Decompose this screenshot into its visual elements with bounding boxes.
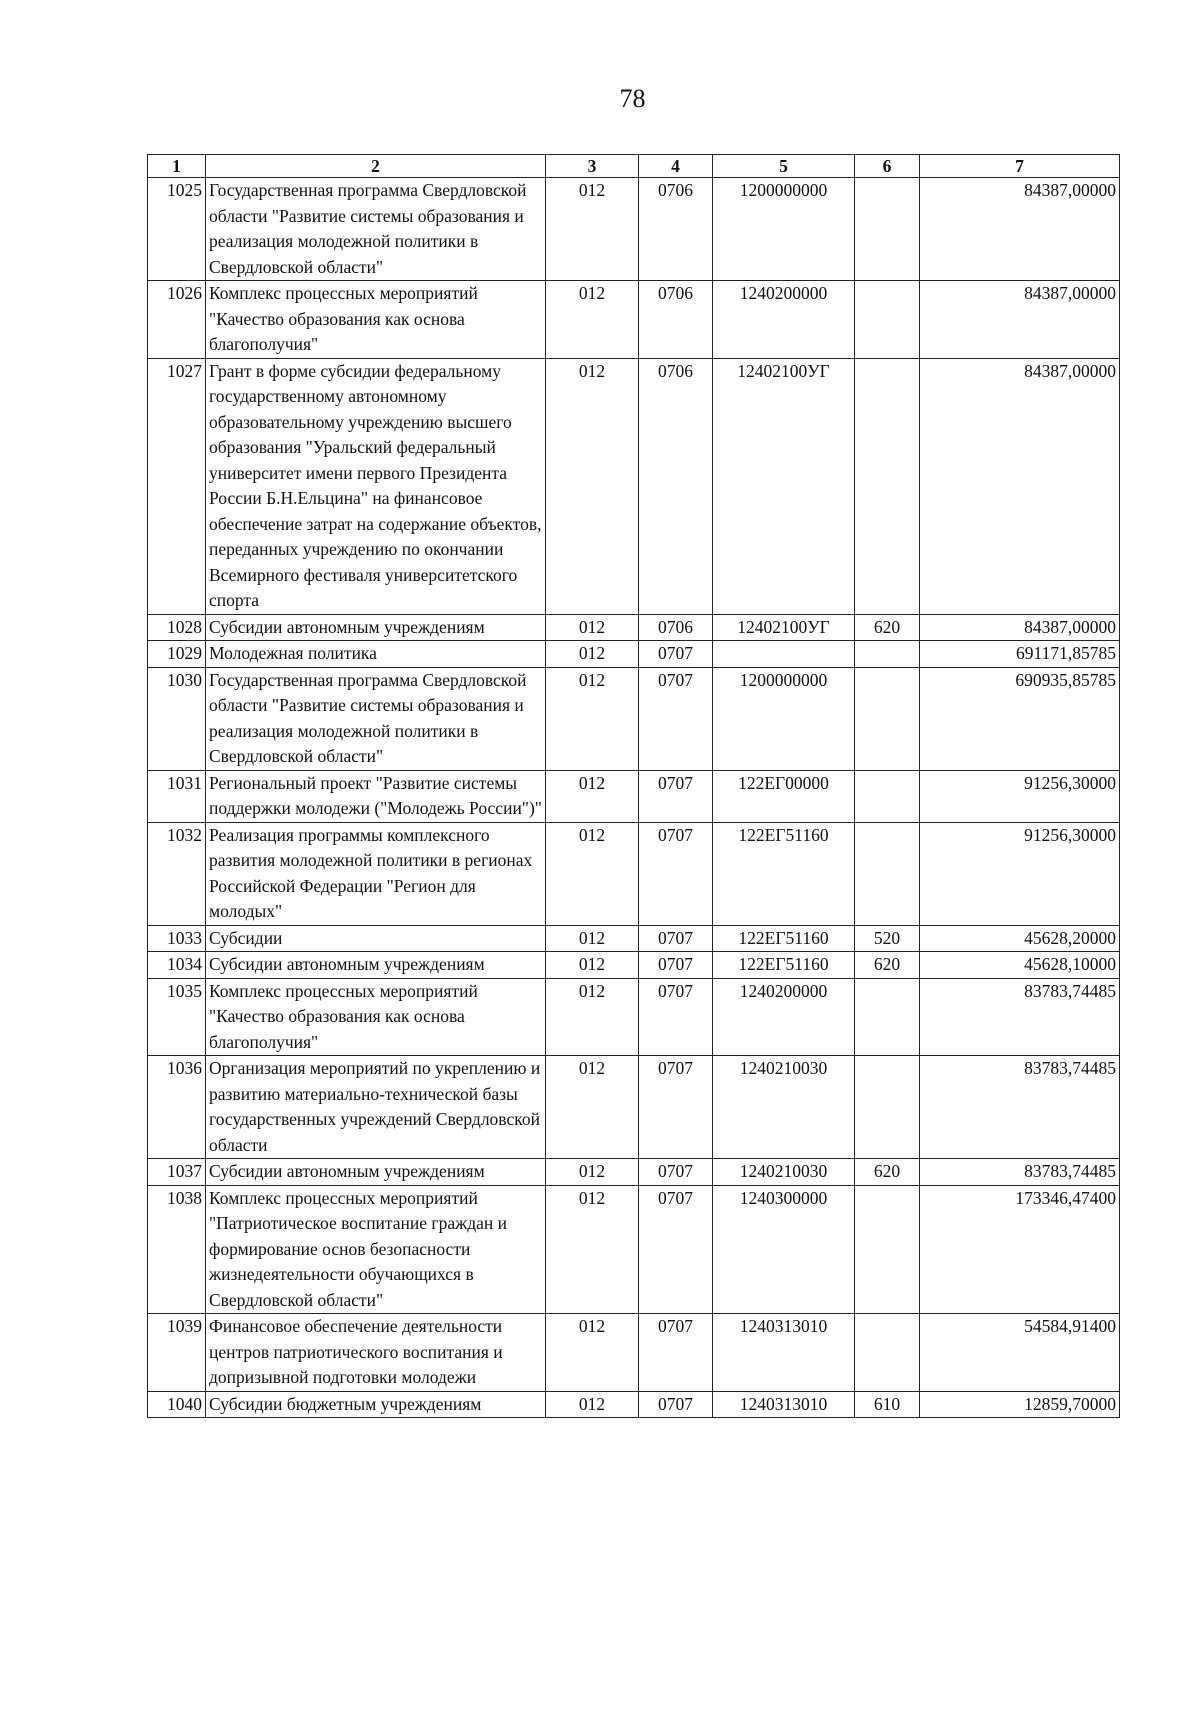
row-target-code: 122ЕГ51160 — [713, 952, 855, 979]
row-ministry-code: 012 — [546, 822, 639, 925]
row-amount: 84387,00000 — [920, 614, 1120, 641]
row-name: Государственная программа Свердловской области "Развитие системы образования и реализация молодежной политики в Свердловской области" — [206, 667, 546, 770]
row-target-code: 1240300000 — [713, 1185, 855, 1314]
row-expense-type: 620 — [855, 614, 920, 641]
table-row — [148, 770, 1120, 822]
row-amount: 84387,00000 — [920, 281, 1120, 359]
table-row — [148, 667, 1120, 770]
row-number: 1040 — [148, 1391, 206, 1418]
row-section-code: 0706 — [639, 358, 713, 614]
row-ministry-code: 012 — [546, 1391, 639, 1418]
row-ministry-code: 012 — [546, 952, 639, 979]
row-number: 1037 — [148, 1159, 206, 1186]
table-row — [148, 1391, 1120, 1418]
row-number: 1036 — [148, 1056, 206, 1159]
row-number: 1030 — [148, 667, 206, 770]
row-section-code: 0707 — [639, 1056, 713, 1159]
row-expense-type: 610 — [855, 1391, 920, 1418]
row-name: Субсидии автономным учреждениям — [206, 952, 546, 979]
table-row — [148, 358, 1120, 614]
row-expense-type — [855, 1185, 920, 1314]
row-target-code: 12402100УГ — [713, 358, 855, 614]
row-name: Государственная программа Свердловской области "Развитие системы образования и реализация молодежной политики в Свердловской области" — [206, 178, 546, 281]
row-number: 1038 — [148, 1185, 206, 1314]
row-expense-type — [855, 822, 920, 925]
row-ministry-code: 012 — [546, 358, 639, 614]
column-header: 2 — [206, 155, 546, 178]
row-expense-type: 620 — [855, 952, 920, 979]
row-ministry-code: 012 — [546, 281, 639, 359]
row-section-code: 0707 — [639, 925, 713, 952]
row-number: 1039 — [148, 1314, 206, 1392]
row-number: 1026 — [148, 281, 206, 359]
row-number: 1025 — [148, 178, 206, 281]
row-name: Организация мероприятий по укреплению и развитию материально-технической базы государственных учреждений Свердловской области — [206, 1056, 546, 1159]
row-target-code: 1240210030 — [713, 1056, 855, 1159]
row-number: 1033 — [148, 925, 206, 952]
table-row — [148, 978, 1120, 1056]
column-header: 5 — [713, 155, 855, 178]
row-expense-type — [855, 178, 920, 281]
row-amount: 84387,00000 — [920, 178, 1120, 281]
row-section-code: 0707 — [639, 641, 713, 668]
row-target-code: 1240313010 — [713, 1391, 855, 1418]
table-row — [148, 925, 1120, 952]
row-ministry-code: 012 — [546, 667, 639, 770]
row-amount: 83783,74485 — [920, 1159, 1120, 1186]
row-name: Комплекс процессных мероприятий "Качество образования как основа благополучия" — [206, 978, 546, 1056]
column-header: 7 — [920, 155, 1120, 178]
page-number: 78 — [619, 84, 646, 113]
row-ministry-code: 012 — [546, 925, 639, 952]
column-header: 3 — [546, 155, 639, 178]
row-expense-type: 620 — [855, 1159, 920, 1186]
row-target-code: 1240313010 — [713, 1314, 855, 1392]
row-amount: 45628,20000 — [920, 925, 1120, 952]
row-amount: 83783,74485 — [920, 1056, 1120, 1159]
row-ministry-code: 012 — [546, 1056, 639, 1159]
row-amount: 45628,10000 — [920, 952, 1120, 979]
table-row — [148, 281, 1120, 359]
row-expense-type — [855, 1056, 920, 1159]
row-ministry-code: 012 — [546, 770, 639, 822]
row-amount: 690935,85785 — [920, 667, 1120, 770]
table-row — [148, 1185, 1120, 1314]
row-expense-type — [855, 770, 920, 822]
row-expense-type — [855, 281, 920, 359]
row-ministry-code: 012 — [546, 1314, 639, 1392]
row-amount: 91256,30000 — [920, 822, 1120, 925]
row-target-code: 122ЕГ51160 — [713, 822, 855, 925]
row-ministry-code: 012 — [546, 978, 639, 1056]
row-name: Субсидии — [206, 925, 546, 952]
row-name: Реализация программы комплексного развития молодежной политики в регионах Российской Федерации "Регион для молодых" — [206, 822, 546, 925]
row-number: 1034 — [148, 952, 206, 979]
row-expense-type — [855, 1314, 920, 1392]
row-section-code: 0707 — [639, 1159, 713, 1186]
column-header: 1 — [148, 155, 206, 178]
row-ministry-code: 012 — [546, 641, 639, 668]
row-section-code: 0707 — [639, 822, 713, 925]
row-amount: 84387,00000 — [920, 358, 1120, 614]
row-target-code: 122ЕГ00000 — [713, 770, 855, 822]
row-name: Молодежная политика — [206, 641, 546, 668]
row-amount: 173346,47400 — [920, 1185, 1120, 1314]
row-number: 1031 — [148, 770, 206, 822]
row-number: 1032 — [148, 822, 206, 925]
row-section-code: 0707 — [639, 978, 713, 1056]
row-section-code: 0706 — [639, 281, 713, 359]
row-target-code: 1200000000 — [713, 667, 855, 770]
row-name: Комплекс процессных мероприятий "Патриотическое воспитание граждан и формирование основ безопасности жизнедеятельности обучающихся в Свердловской области" — [206, 1185, 546, 1314]
row-section-code: 0707 — [639, 1314, 713, 1392]
row-name: Региональный проект "Развитие системы поддержки молодежи ("Молодежь России")" — [206, 770, 546, 822]
row-ministry-code: 012 — [546, 178, 639, 281]
table-row — [148, 614, 1120, 641]
row-section-code: 0706 — [639, 178, 713, 281]
row-amount: 12859,70000 — [920, 1391, 1120, 1418]
table-row — [148, 822, 1120, 925]
row-amount: 54584,91400 — [920, 1314, 1120, 1392]
row-section-code: 0707 — [639, 952, 713, 979]
column-header: 6 — [855, 155, 920, 178]
budget-table — [147, 154, 1120, 1418]
row-expense-type — [855, 358, 920, 614]
row-name: Грант в форме субсидии федеральному государственному автономному образовательному учреждению высшего образования "Уральский федеральный университет имени первого Президента России Б.Н.Ельцина" на финансовое обеспечение затрат на содержание объектов, переданных учреждению по окончании Всемирного фестиваля университетского спорта — [206, 358, 546, 614]
table-row — [148, 1314, 1120, 1392]
row-target-code: 1240200000 — [713, 281, 855, 359]
table-row — [148, 641, 1120, 668]
table-row — [148, 952, 1120, 979]
table-row — [148, 178, 1120, 281]
row-amount: 691171,85785 — [920, 641, 1120, 668]
row-target-code — [713, 641, 855, 668]
table-row — [148, 1056, 1120, 1159]
column-header: 4 — [639, 155, 713, 178]
row-target-code: 12402100УГ — [713, 614, 855, 641]
row-ministry-code: 012 — [546, 1185, 639, 1314]
row-name: Субсидии автономным учреждениям — [206, 1159, 546, 1186]
row-expense-type — [855, 667, 920, 770]
table-row — [148, 1159, 1120, 1186]
row-ministry-code: 012 — [546, 614, 639, 641]
row-number: 1027 — [148, 358, 206, 614]
row-name: Комплекс процессных мероприятий "Качество образования как основа благополучия" — [206, 281, 546, 359]
row-name: Финансовое обеспечение деятельности центров патриотического воспитания и допризывной подготовки молодежи — [206, 1314, 546, 1392]
row-target-code: 1240200000 — [713, 978, 855, 1056]
row-ministry-code: 012 — [546, 1159, 639, 1186]
row-target-code: 1240210030 — [713, 1159, 855, 1186]
row-expense-type: 520 — [855, 925, 920, 952]
row-expense-type — [855, 978, 920, 1056]
row-amount: 91256,30000 — [920, 770, 1120, 822]
header-row — [148, 155, 1120, 178]
row-target-code: 1200000000 — [713, 178, 855, 281]
row-section-code: 0707 — [639, 770, 713, 822]
row-number: 1028 — [148, 614, 206, 641]
row-number: 1029 — [148, 641, 206, 668]
row-section-code: 0707 — [639, 1391, 713, 1418]
row-section-code: 0707 — [639, 667, 713, 770]
row-section-code: 0706 — [639, 614, 713, 641]
row-name: Субсидии бюджетным учреждениям — [206, 1391, 546, 1418]
row-amount: 83783,74485 — [920, 978, 1120, 1056]
row-number: 1035 — [148, 978, 206, 1056]
row-section-code: 0707 — [639, 1185, 713, 1314]
row-expense-type — [855, 641, 920, 668]
row-target-code: 122ЕГ51160 — [713, 925, 855, 952]
row-name: Субсидии автономным учреждениям — [206, 614, 546, 641]
